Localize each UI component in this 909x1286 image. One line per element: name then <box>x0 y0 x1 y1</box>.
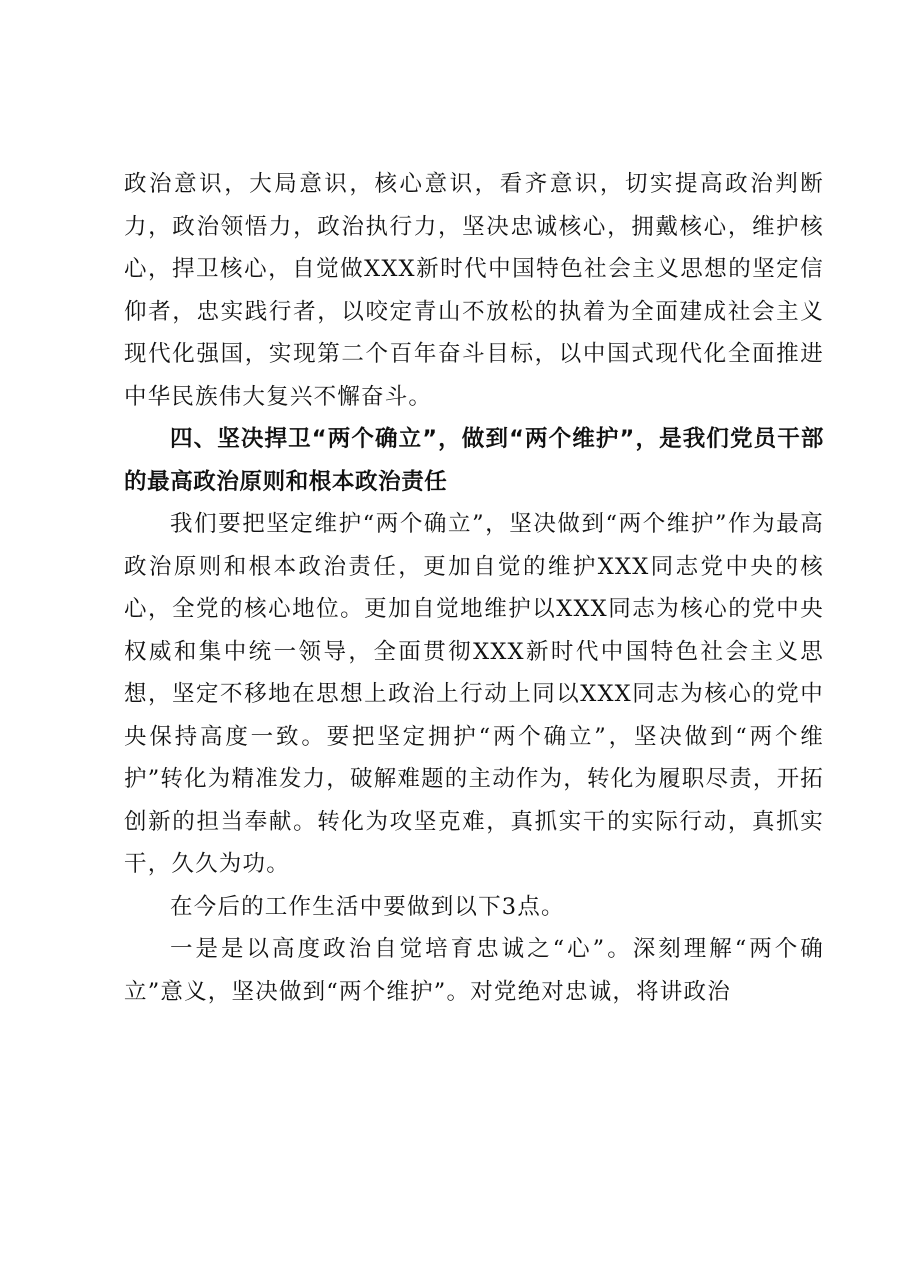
section-heading-four: 四、坚决捍卫“两个确立”，做到“两个维护”，是我们党员干部的最高政治原则和根本政治责任 <box>124 426 824 495</box>
paragraph-two-establishments: 我们要把坚定维护“两个确立”，坚决做到“两个维护”作为最高政治原则和根本政治责任，更加自觉的维护XXX同志党中央的核心，全党的核心地位。更加自觉地维护以XXX同志为核心的党中央权威和集中统一领导，全面贯彻XXX新时代中国特色社会主义思想，坚定不移地在思想上政治上行动上同以XXX同志为核心的党中央保持高度一致。要把坚定拥护“两个确立”，坚决做到“两个维护”转化为精准发力，破解难题的主动作为，转化为履职尽责，开拓创新的担当奉献。转化为攻坚克难，真抓实干的实际行动，真抓实干，久久为功。 <box>124 511 825 877</box>
paragraph-point-one: 一是是以高度政治自觉培育忠诚之“心”。深刻理解“两个确立”意义，坚决做到“两个维护”。对党绝对忠诚，将讲政治 <box>124 936 824 1005</box>
paragraph-three-points-intro: 在今后的工作生活中要做到以下3点。 <box>170 893 565 920</box>
paragraph-political-awareness: 政治意识，大局意识，核心意识，看齐意识，切实提高政治判断力，政治领悟力，政治执行力，坚决忠诚核心，拥戴核心，维护核心，捍卫核心，自觉做XXX新时代中国特色社会主义思想的坚定信仰者，忠实践行者，以咬定青山不放松的执着为全面建成社会主义现代化强国，实现第二个百年奋斗目标，以中国式现代化全面推进中华民族伟大复兴不懈奋斗。 <box>124 171 824 410</box>
document-body <box>124 163 824 1013</box>
